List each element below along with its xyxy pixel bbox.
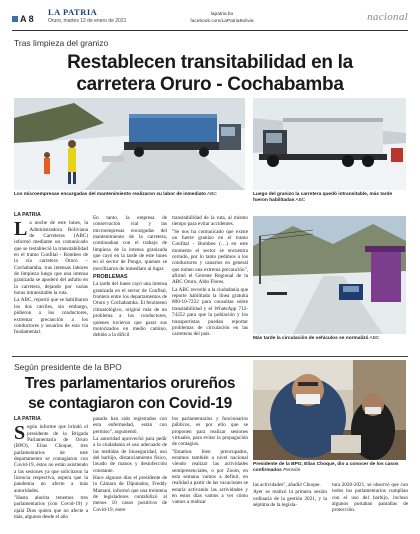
page-number: A 8 <box>12 14 34 24</box>
story2-paragraph: tura 2020-2021, se observó que con todos los parlamentarios cumplían con el uso del barbijo, incluso algunos portaban pantallas de protección. <box>332 482 408 514</box>
story1-paragraph: La ABC, reportó que se habilitaron los dos carriles, sin embargo, pidieron a los conductores, extremar precaución a los conductores y usuarios de esta vía fundamental. <box>14 297 88 336</box>
story2-paragraph: Ayer se realizó la primera sesión ordinaria de la gestión 2021, y la séptima de la legisla- <box>253 489 327 509</box>
story2-photo-caption: Presidente de la BPO, Elías Choque, dio a conocer de los casos confirmados Pensión <box>253 462 399 474</box>
story1-column-3 <box>172 215 248 339</box>
story2-kicker: Según presidente de la BPO <box>14 362 122 372</box>
story2-paragraph: "Estamos bien preocupados, estamos también a nivel nacional viendo realizar las actividades semipresenciales, o por Zoom, en esta semana vamos a definir, en realidad a partir de las vacaciones se estaría activando las actividades y en estos días vamos a ver cómo vamos a realizar <box>172 448 248 506</box>
story1-dropcap: L <box>14 218 28 241</box>
road-workers-image <box>14 98 245 190</box>
story1-column-1 <box>14 212 88 337</box>
story1-subhead: PROBLEMAS <box>93 274 128 281</box>
traffic-image <box>253 216 406 334</box>
social-links <box>162 11 282 25</box>
story1-photo2-caption: Luego del granizo la carretera quedó intransitable, más tarde fueron habilitadas ABC <box>253 192 393 204</box>
newspaper-brand: LA PATRIA <box>48 7 98 17</box>
story1-photo-road-workers <box>14 98 245 190</box>
story1-paragraph: La ABC recordó a la ciudadanía que reporte habilitada la línea gratuita 800-10-7222 para consultas sobre transitabilidad y el WhatsApp 712-74252 para que la población y los transportistas puedan reportar problemas de circulación en las carreteras del país. <box>172 286 248 338</box>
story1-paragraph: La tarde del lunes cayó una intensa granizada en el sector de Confital, frontera entre los departamentos de Oruro y Cochabamba. El fenómeno climatológico, originó más de un problema a los conductores, quienes tuvieron que parar sus motorizados en medio camino, debido a la difícil <box>93 281 167 339</box>
page-header <box>12 5 408 31</box>
story2-column-4 <box>253 482 327 509</box>
story1-photo-truck <box>253 98 406 190</box>
story1-photo-traffic <box>253 216 406 334</box>
story2-dropcap: S <box>14 422 26 445</box>
story2-column-5 <box>332 482 408 515</box>
story1-paragraph: transitabilidad de la ruta, al mismo tiempo para evitar accidentes. <box>172 215 248 228</box>
story2-photo-parliamentarians <box>253 360 406 460</box>
story2-paragraph: Hace algunos días el presidente de la Cámara de Diputados, Freddy Mamani, informó que una treintena de legisladores contabilizó al menos 10 casos positivos de Covid-19, entre <box>93 475 167 513</box>
truck-image <box>253 98 406 190</box>
story1-paragraph: En tanto, la empresa de conservación vial y las microempresas encargadas del mantenimiento de la carretera, continuaban con el trabajo de limpieza de la intensa granizada que cayó en la tarde de este lunes en el sector de Pongo, quienes se movilizaron de inmediato al lugar. <box>93 215 167 272</box>
story2-column-3 <box>172 416 248 507</box>
website-link[interactable]: lapatria.bo <box>210 12 234 17</box>
story1-kicker: Tras limpieza del granizo <box>14 38 109 48</box>
dateline: Oruro, martes 12 de enero de 2021 <box>48 18 127 24</box>
story1-paragraph: La noche de este lunes, la Administradora Boliviana de Carreteras (ABC) informó mediante un comunicado que se restableció la transitabilidad en el tramo Confital - Bombeo de la vía carretera Oruro – Cochabamba, tras intensas labores de limpieza luego que una intensa granizada se apoderó del asfalto en la carretera, dejando por varias horas intransitable la ruta. <box>14 218 88 297</box>
facebook-link[interactable]: facebook.com/LaPatriaBolivia <box>190 19 254 24</box>
story2-paragraph: pasado han sido registrados con esta enfermedad, están con permiso", argumentó. <box>93 416 167 435</box>
story2-paragraph: Según informe que brindó el presidente de la Brigada Parlamentaria de Oruro (BPO), Elías Choque, tres parlamentarios de este departamento se contagiaron con Covid-19, éstos no están asistiendo a las sesiones ya que solicitaron la licencia respectiva, espera que la pandemia no afecte a más autoridades. <box>14 422 88 494</box>
story1-headline: Restablecen transitabilidad en la carretera Oruro - Cochabamba <box>67 52 353 95</box>
story1-column-2 <box>93 215 167 340</box>
story1-paragraph: "Se nos ha comunicado que existe un fuerte granizo en el tramo Confital - Bombeo (…) en este momento el sector se encuentra cerrado, por lo tanto pedimos a los conductores y usuarios en general que tomen una extrema precaución", afirmó el Gerente Regional de la ABC Oruro, Aldo Flores. <box>172 228 249 286</box>
page-square-icon <box>12 16 18 22</box>
story2-byline: LA PATRIA <box>14 416 41 422</box>
story1-photo1-caption: Los microempresas encargadas del mantenimiento realizaron su labor de inmediato ABC <box>14 192 217 197</box>
story1-byline: LA PATRIA <box>14 212 41 218</box>
story-divider <box>12 356 408 357</box>
story2-paragraph: "Hasta ahorita tenemos tres parlamentarios (con Covid-19) y ojalá Dios quiera que no afecte a más, algunos desde el año <box>14 495 88 521</box>
story2-paragraph: La autoridad aprovechó para pedir a la ciudadanía el uso adecuado de las medidas de bioseguridad, uso del barbijo, distanciamiento físico, lavado de manos y desinfección constante. <box>93 436 167 474</box>
story2-column-2 <box>93 416 167 514</box>
story2-headline: Tres parlamentarios orureños se contagiaron con Covid-19 <box>24 375 236 412</box>
story2-paragraph: los parlamentarios y funcionarios públicos, es por ello que se proponen para realizar sesiones virtuales, para evitar la propagación de contagios. <box>172 416 248 448</box>
parliamentarians-image <box>253 360 406 460</box>
story2-column-1 <box>14 416 88 522</box>
story2-paragraph: las actividades", añadió Choque. <box>253 482 321 488</box>
section-name: nacional <box>367 11 408 23</box>
story1-photo3-caption: Más tarde la circulación de vehículos se normalizó ABC <box>253 336 380 341</box>
